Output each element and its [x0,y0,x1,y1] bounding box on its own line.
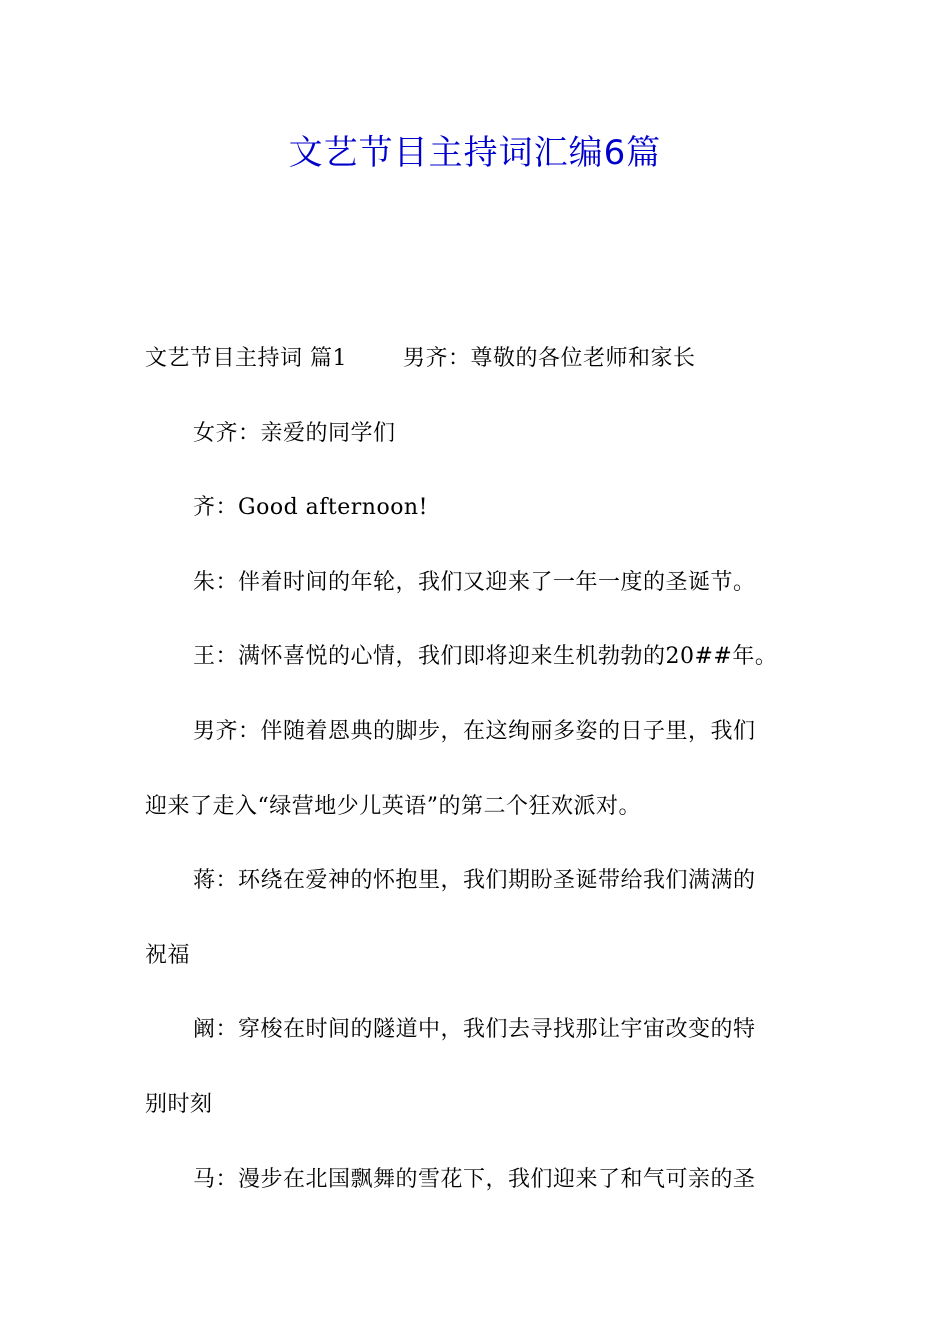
paragraph-line-6: 男齐：伴随着恩典的脚步，在这绚丽多姿的日子里，我们 [193,718,756,744]
paragraph-line-11: 别时刻 [145,1091,213,1117]
paragraph-line-1 [145,334,805,409]
paragraph-line-12: 马：漫步在北国飘舞的雪花下，我们迎来了和气可亲的圣 [193,1166,756,1192]
paragraph-line-8: 蒋：环绕在爱神的怀抱里，我们期盼圣诞带给我们满满的 [193,868,756,894]
paragraph-line-10: 阚：穿梭在时间的隧道中，我们去寻找那让宇宙改变的特 [193,1017,756,1043]
paragraph-line-3: 齐：Good afternoon! [193,495,428,521]
paragraph-line-7: 迎来了走入“绿营地少儿英语”的第二个狂欢派对。 [145,793,641,819]
paragraph-line-4: 朱：伴着时间的年轮，我们又迎来了一年一度的圣诞节。 [193,569,756,595]
paragraph-line-9: 祝福 [145,942,191,968]
document-title: 文艺节目主持词汇编6篇 [288,133,662,173]
section-heading: 文艺节目主持词 篇1 [145,346,347,371]
paragraph-text: 男齐：尊敬的各位老师和家长 [403,346,696,371]
paragraph-line-5: 王：满怀喜悦的心情，我们即将迎来生机勃勃的20##年。 [193,644,778,670]
document-body [145,334,805,1229]
paragraph-line-2: 女齐：亲爱的同学们 [193,420,396,446]
